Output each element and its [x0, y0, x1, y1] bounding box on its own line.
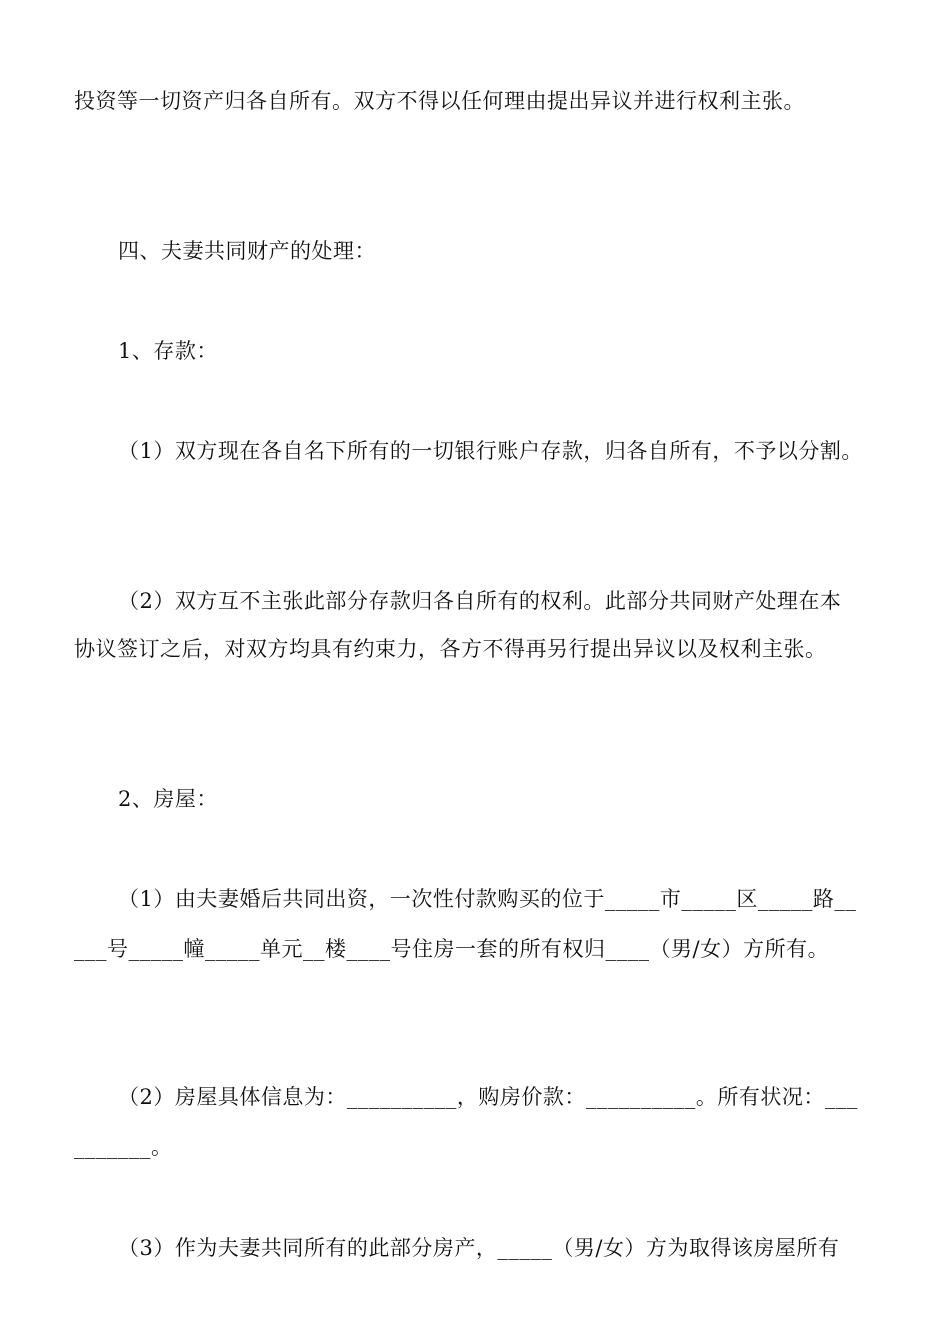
subsection-heading-housing: 2、房屋： — [118, 787, 218, 811]
subsection-heading-deposits: 1、存款： — [118, 339, 218, 363]
section-heading-joint-property: 四、夫妻共同财产的处理： — [118, 239, 376, 263]
paragraph-line-continuation: 投资等一切资产归各自所有。双方不得以任何理由提出异议并进行权利主张。 — [74, 89, 805, 113]
clause-housing-1-line-2: ___号_____幢_____单元__楼____号住房一套的所有权归____（男/女）方所有。 — [74, 937, 830, 961]
clause-housing-1-line-1: （1）由夫妻婚后共同出资，一次性付款购买的位于_____市_____区_____路__ — [118, 887, 857, 911]
clause-deposits-2-line-2: 协议签订之后，对双方均具有约束力，各方不得再另行提出异议以及权利主张。 — [74, 637, 827, 661]
clause-deposits-2-line-1: （2）双方互不主张此部分存款归各自所有的权利。此部分共同财产处理在本 — [118, 589, 842, 613]
clause-deposits-1: （1）双方现在各自名下所有的一切银行账户存款，归各自所有，不予以分割。 — [118, 439, 863, 463]
clause-housing-3-line-1: （3）作为夫妻共同所有的此部分房产，_____（男/女）方为取得该房屋所有 — [118, 1236, 840, 1260]
clause-housing-2-line-1: （2）房屋具体信息为：__________，购房价款：__________。所有状况：___ — [118, 1085, 858, 1109]
clause-housing-2-line-2: _______。 — [74, 1135, 173, 1159]
